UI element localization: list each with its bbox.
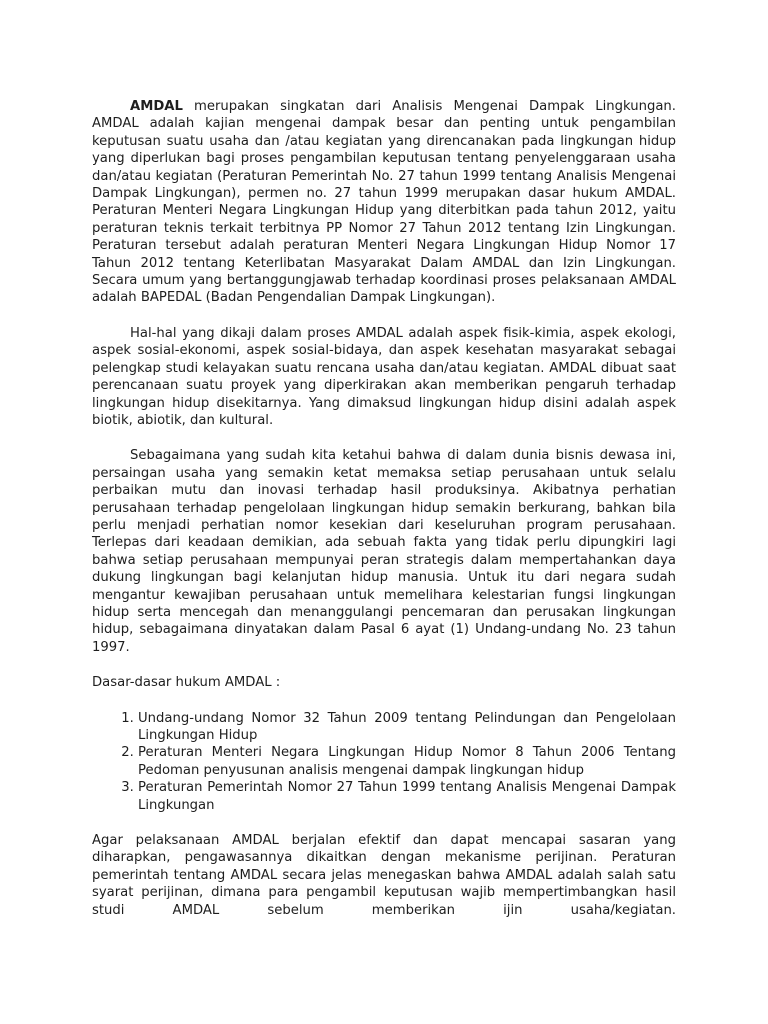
list-heading: Dasar-dasar hukum AMDAL :	[92, 675, 281, 691]
document-page	[92, 98, 676, 919]
list-item: 1. Undang-undang Nomor 32 Tahun 2009 tentang Pelindungan dan Pengelolaan Lingkungan Hidup	[138, 710, 676, 745]
paragraph-amdal-definition	[92, 98, 676, 307]
paragraph-1-text: merupakan singkatan dari Analisis Mengenai Dampak Lingkungan. AMDAL adalah kajian mengenai dampak besar dan penting untuk pengambilan keputusan suatu usaha dan /atau kegiatan yang direncanakan pada lingkungan hidup yang diperlukan bagi proses pengambilan keputusan tentang penyelenggaraan usaha dan/atau kegiatan (Peraturan Pemerintah No. 27 tahun 1999 tentang Analisis Mengenai Dampak Lingkungan), permen no. 27 tahun 1999 merupakan dasar hukum AMDAL. Peraturan Menteri Negara Lingkungan Hidup yang diterbitkan pada tahun 2012, yaitu peraturan teknis terkait terbitnya PP Nomor 27 Tahun 2012 tentang Izin Lingkungan. Peraturan tersebut adalah peraturan Menteri Negara Lingkungan Hidup Nomor 17 Tahun 2012 tentang Keterlibatan Masyarakat Dalam AMDAL dan Izin Lingkungan. Secara umum yang bertanggungjawab terhadap koordinasi proses pelaksanaan AMDAL adalah BAPEDAL (Badan Pengendalian Dampak Lingkungan).	[92, 99, 676, 306]
list-item: 2. Peraturan Menteri Negara Lingkungan Hidup Nomor 8 Tahun 2006 Tentang Pedoman penyusunan analisis mengenai dampak lingkungan hidup	[138, 744, 676, 779]
paragraph-aspects: Hal-hal yang dikaji dalam proses AMDAL adalah aspek fisik-kimia, aspek ekologi, aspek sosial-ekonomi, aspek sosial-bidaya, dan aspek kesehatan masyarakat sebagai pelengkap studi kelayakan suatu rencana usaha dan/atau kegiatan. AMDAL dibuat saat perencanaan suatu proyek yang diperkirakan akan memberikan pengaruh terhadap lingkungan hidup disekitarnya. Yang dimaksud lingkungan hidup disini adalah aspek biotik, abiotik, dan kultural.	[92, 325, 676, 428]
bold-term-amdal: AMDAL	[130, 99, 183, 114]
list-item: 3. Peraturan Pemerintah Nomor 27 Tahun 1999 tentang Analisis Mengenai Dampak Lingkungan	[138, 779, 676, 814]
legal-basis-list	[92, 710, 676, 814]
paragraph-licensing: Agar pelaksanaan AMDAL berjalan efektif dan dapat mencapai sasaran yang diharapkan, pengawasannya dikaitkan dengan mekanisme perijinan. Peraturan pemerintah tentang AMDAL secara jelas menegaskan bahwa AMDAL adalah salah satu syarat perijinan, dimana para pengambil keputusan wajib mempertimbangkan hasil studi AMDAL sebelum memberikan ijin usaha/kegiatan.	[92, 833, 676, 918]
paragraph-business-context: Sebagaimana yang sudah kita ketahui bahwa di dalam dunia bisnis dewasa ini, persaingan usaha yang semakin ketat memaksa setiap perusahaan untuk selalu perbaikan mutu dan inovasi terhadap hasil produksinya. Akibatnya perhatian perusahaan terhadap pengelolaan lingkungan hidup semakin berkurang, bahkan bila perlu menjadi perhatian nomor kesekian dari keseluruhan program perusahaan. Terlepas dari keadaan demikian, ada sebuah fakta yang tidak perlu dipungkiri lagi bahwa setiap perusahaan mempunyai peran strategis dalam mempertahankan daya dukung lingkungan bagi kelanjutan hidup manusia. Untuk itu dari negara sudah mengantur kewajiban perusahaan untuk memelihara kelestarian fungsi lingkungan hidup serta mencegah dan menanggulangi pencemaran dan perusakan lingkungan hidup, sebagaimana dinyatakan dalam Pasal 6 ayat (1) Undang-undang No. 23 tahun 1997.	[92, 448, 676, 655]
